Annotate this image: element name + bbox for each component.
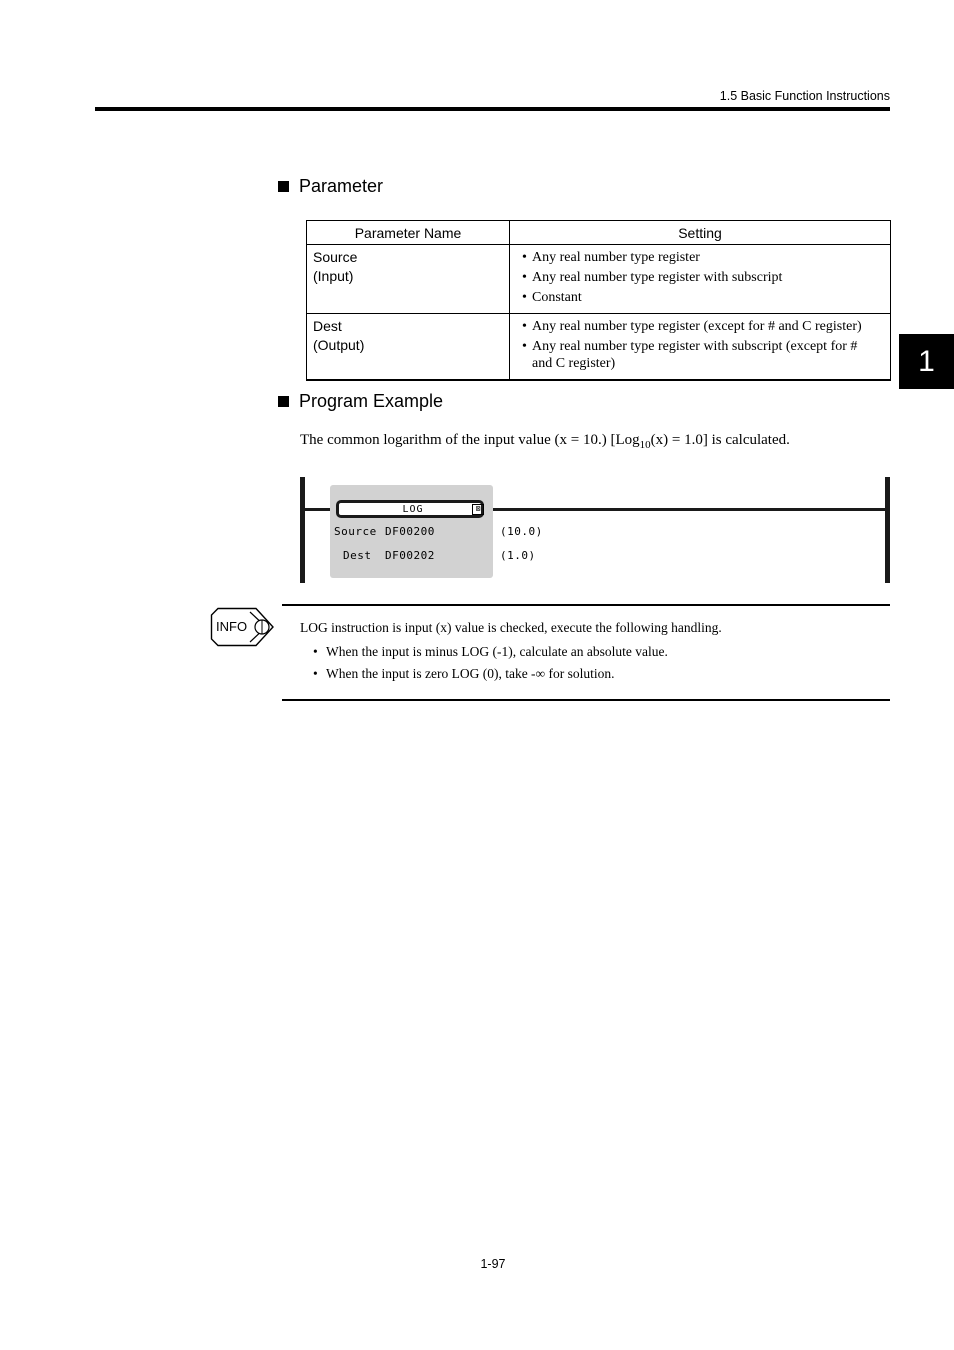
parameter-name-cell <box>307 245 510 314</box>
function-name: LOG <box>402 504 424 515</box>
source-value: (10.0) <box>500 525 543 538</box>
example-description <box>300 432 790 451</box>
parameter-table <box>306 220 891 381</box>
chapter-tab: 1 <box>899 334 954 389</box>
ladder-diagram <box>300 477 892 584</box>
running-header: 1.5 Basic Function Instructions <box>719 89 890 103</box>
info-intro: LOG instruction is input (x) value is checked, execute the following handling. <box>300 620 722 635</box>
parameter-direction: (Input) <box>313 268 354 284</box>
left-power-rail <box>300 477 305 583</box>
column-header-parameter-name: Parameter Name <box>307 221 510 245</box>
header-rule <box>95 107 890 111</box>
parameter-heading <box>278 176 383 197</box>
source-register: DF00200 <box>385 525 435 538</box>
parameter-name: Source <box>313 249 358 265</box>
info-badge <box>210 607 276 647</box>
table-row <box>307 245 891 314</box>
program-example-heading <box>278 391 443 412</box>
info-bullet-marker: • <box>313 666 318 681</box>
setting-item: • Any real number type register with subscript (except for # and C register) <box>522 338 880 372</box>
setting-item: • Constant <box>522 289 880 306</box>
table-header-row <box>307 221 891 245</box>
square-bullet-icon <box>278 396 289 407</box>
info-rule-bottom <box>282 699 890 701</box>
example-description-start: The common logarithm of the input value (x = 10.) [Log <box>300 432 640 448</box>
setting-cell <box>510 245 891 314</box>
info-bullet-text: When the input is minus LOG (-1), calculate an absolute value. <box>326 644 668 659</box>
program-example-heading-text: Program Example <box>299 391 444 411</box>
column-header-setting: Setting <box>510 221 891 245</box>
table-row <box>307 314 891 381</box>
setting-item: • Any real number type register <box>522 249 880 266</box>
edit-icon: ⊠ <box>472 504 484 515</box>
info-label: INFO <box>216 619 248 634</box>
parameter-direction: (Output) <box>313 337 365 353</box>
dest-value: (1.0) <box>500 549 536 562</box>
square-bullet-icon <box>278 181 289 192</box>
parameter-name: Dest <box>313 318 342 334</box>
log-base-subscript: 10 <box>639 439 651 451</box>
function-block-panel <box>330 485 493 578</box>
setting-item: • Any real number type register (except for # and C register) <box>522 318 880 335</box>
parameter-name-cell <box>307 314 510 381</box>
setting-cell <box>510 314 891 381</box>
info-rule-top <box>282 604 890 606</box>
page-number: 1-97 <box>480 1257 506 1271</box>
log-function-block <box>336 500 484 518</box>
dest-register: DF00202 <box>385 549 435 562</box>
dest-label: Dest <box>343 549 372 562</box>
setting-item: • Any real number type register with subscript <box>522 269 880 286</box>
example-description-end: (x) = 1.0] is calculated. <box>650 432 790 448</box>
source-label: Source <box>334 525 377 538</box>
right-power-rail <box>885 477 890 583</box>
info-bullet-marker: • <box>313 644 318 659</box>
parameter-heading-text: Parameter <box>299 176 384 196</box>
info-bullet-text: When the input is zero LOG (0), take -∞ for solution. <box>326 666 615 681</box>
